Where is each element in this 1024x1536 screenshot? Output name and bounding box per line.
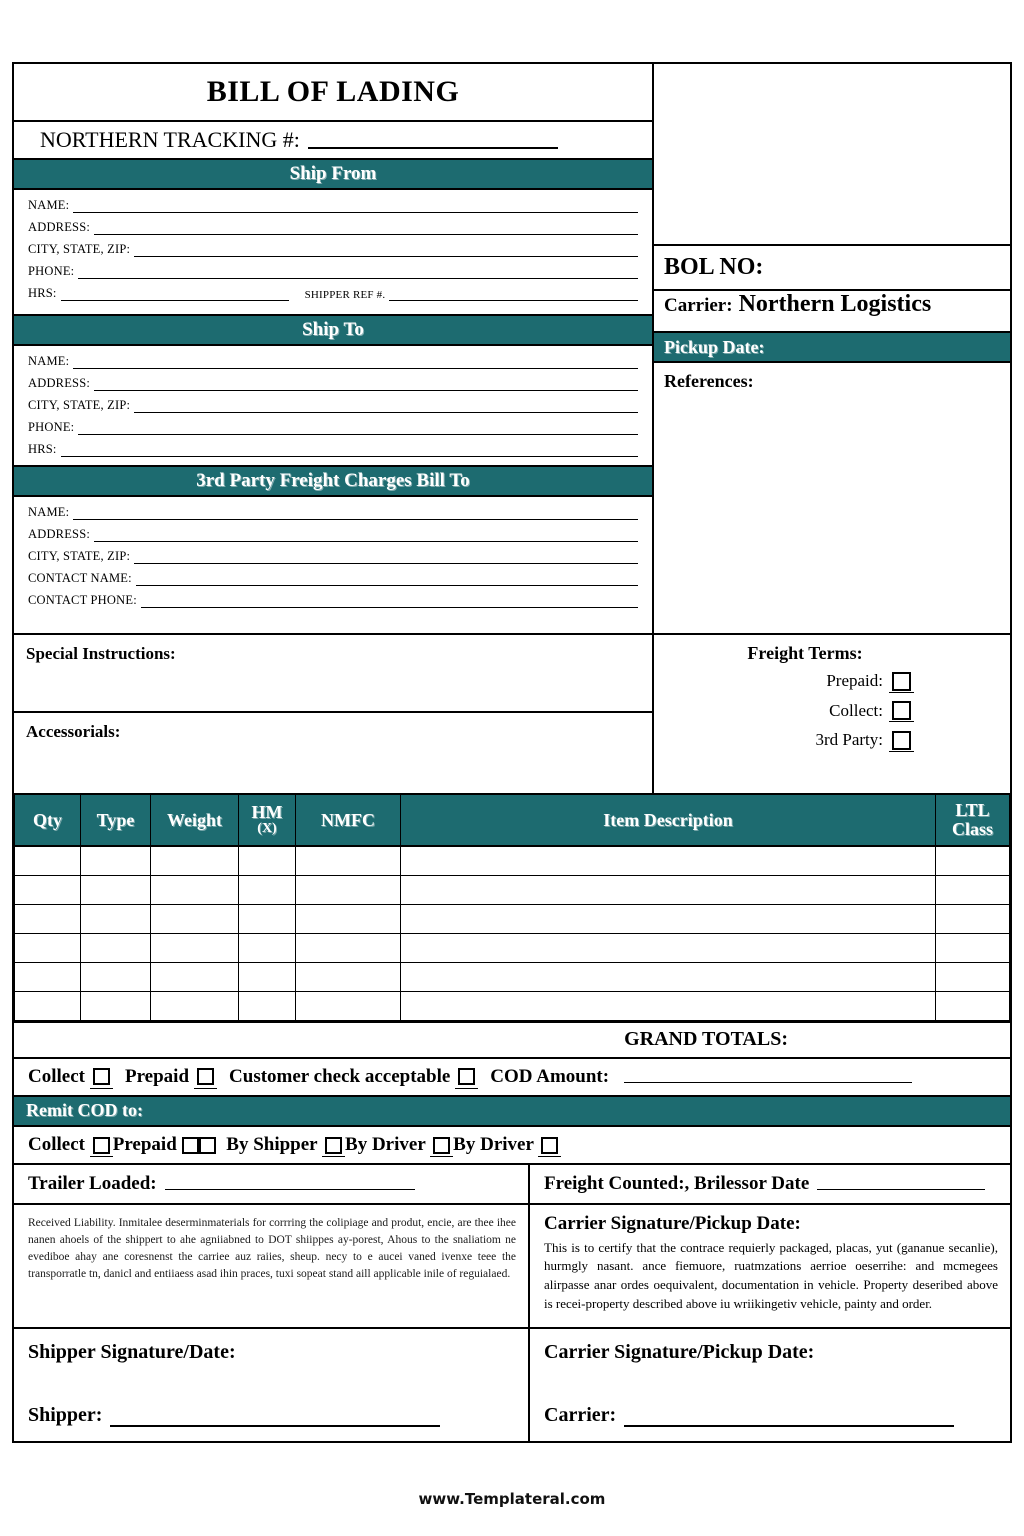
cell-nmfc[interactable] — [296, 991, 401, 1020]
cell-qty[interactable] — [15, 904, 81, 933]
column-header-ltl-sub: Class — [951, 819, 993, 839]
cell-qty[interactable] — [15, 991, 81, 1020]
instructions-left — [14, 635, 654, 793]
column-header-type: Type — [81, 794, 151, 846]
bol-no-label: BOL NO: — [664, 254, 764, 280]
references-area[interactable] — [654, 363, 1010, 633]
cell-type[interactable] — [81, 991, 151, 1020]
ship-to-fields — [14, 346, 652, 467]
grand-totals-row — [14, 1021, 1010, 1059]
checkbox-icon[interactable] — [892, 701, 911, 720]
carrier-signature-pickup-title: Carrier Signature/Pickup Date: — [544, 1212, 801, 1234]
cell-weight[interactable] — [151, 875, 239, 904]
ship-to-name-input[interactable] — [73, 358, 638, 369]
cell-description[interactable] — [401, 933, 936, 962]
cod-prepaid-label: Prepaid — [124, 1065, 190, 1087]
third-party-contact-name-label: CONTACT NAME: — [28, 571, 132, 585]
cell-type[interactable] — [81, 962, 151, 991]
cell-weight[interactable] — [151, 933, 239, 962]
freight-term-collect-checkbox-wrap[interactable] — [889, 700, 914, 723]
cell-hm[interactable] — [239, 962, 296, 991]
ship-to-hrs-input[interactable] — [61, 446, 638, 457]
legal-right-cell — [530, 1205, 1010, 1327]
cod-collect-checkbox-wrap[interactable] — [90, 1065, 113, 1089]
remit-by-driver-label-1: By Driver — [345, 1133, 426, 1155]
accessorials-label: Accessorials: — [26, 722, 121, 741]
trailer-loaded-input[interactable] — [165, 1177, 415, 1190]
legal-left-text: Received Liability. Inmitalee deserminmaterials for corrring the colipiage and produt, encie, are thee ihee nanen ahoels of the shippert to ahe agniiabned to DOT shiippes ay-porest, Ahous to the snaliatiom ne evediboe ahay ane coresnenst the carriee auz raiies, sheup. necy to e aucei vaned ivenxe teee the transporratle tn, danicl and entiiaess asad ihin praces, tuxi sopeat stand aill applicable inile of reguialaed. — [28, 1216, 516, 1281]
remit-by-shipper-label: By Shipper — [226, 1133, 318, 1155]
ship-from-phone-row — [28, 264, 638, 279]
ship-to-city-label: CITY, STATE, ZIP: — [28, 398, 131, 412]
cell-type[interactable] — [81, 846, 151, 875]
logo-area — [654, 64, 1010, 246]
cell-type[interactable] — [81, 933, 151, 962]
shipper-ref-input[interactable] — [389, 290, 638, 301]
items-table-body — [15, 846, 1010, 1020]
cell-type[interactable] — [81, 875, 151, 904]
remit-by-driver-option-1[interactable] — [345, 1134, 453, 1156]
ship-to-address-label: ADDRESS: — [28, 376, 91, 390]
ship-from-city-row — [28, 242, 638, 257]
ship-to-address-input[interactable] — [94, 380, 638, 391]
freight-terms-panel — [654, 635, 1010, 793]
ship-to-phone-row — [28, 420, 638, 435]
ship-from-city-input[interactable] — [134, 246, 638, 257]
cod-prepaid-checkbox-wrap[interactable] — [194, 1065, 217, 1089]
cell-nmfc[interactable] — [296, 933, 401, 962]
freight-term-collect-row — [654, 700, 1010, 723]
third-party-fields — [14, 497, 652, 616]
freight-terms-title: Freight Terms: — [747, 643, 863, 663]
right-column — [654, 64, 1010, 633]
legal-left-cell — [14, 1205, 530, 1327]
checkbox-icon[interactable] — [182, 1137, 199, 1154]
checkbox-icon[interactable] — [892, 731, 911, 750]
third-party-contact-phone-input[interactable] — [141, 597, 638, 608]
cell-nmfc[interactable] — [296, 875, 401, 904]
bol-no-row[interactable] — [654, 246, 1010, 291]
freight-counted-cell — [530, 1165, 1010, 1203]
third-party-contact-name-row — [28, 571, 638, 586]
customer-check-label: Customer check acceptable — [229, 1065, 451, 1087]
column-header-hm-main: HM — [251, 802, 283, 823]
shipper-ref-label: SHIPPER REF #. — [304, 289, 386, 301]
instructions-split — [14, 633, 1010, 793]
cell-description[interactable] — [401, 991, 936, 1020]
third-party-contact-name-input[interactable] — [136, 575, 638, 586]
cod-amount-input[interactable] — [624, 1070, 912, 1083]
cell-weight[interactable] — [151, 846, 239, 875]
table-row[interactable] — [15, 875, 1010, 904]
special-instructions-block[interactable] — [14, 635, 652, 713]
cell-hm[interactable] — [239, 875, 296, 904]
cell-qty[interactable] — [15, 846, 81, 875]
ship-to-hrs-label: HRS: — [28, 442, 57, 456]
legal-row — [14, 1205, 1010, 1329]
carrier-signature-title: Carrier Signature/Pickup Date: — [544, 1340, 815, 1363]
ship-to-heading: Ship To — [14, 316, 652, 346]
footer-website: www.Templateral.com — [418, 1490, 606, 1508]
ship-to-phone-label: PHONE: — [28, 420, 75, 434]
ship-from-phone-label: PHONE: — [28, 264, 75, 278]
third-party-name-input[interactable] — [73, 509, 638, 520]
column-header-ltl-main: LTL — [955, 800, 990, 821]
third-party-name-label: NAME: — [28, 505, 70, 519]
cell-weight[interactable] — [151, 904, 239, 933]
top-split — [14, 64, 1010, 633]
cod-prepaid-option[interactable] — [125, 1065, 217, 1089]
page-title: BILL OF LADING — [14, 64, 652, 122]
cell-weight[interactable] — [151, 962, 239, 991]
cell-nmfc[interactable] — [296, 846, 401, 875]
cell-hm[interactable] — [239, 933, 296, 962]
cell-nmfc[interactable] — [296, 904, 401, 933]
shipper-signature-input[interactable] — [110, 1412, 440, 1427]
items-table-header-row — [15, 794, 1010, 846]
checkbox-icon[interactable] — [93, 1068, 110, 1085]
checkbox-icon[interactable] — [325, 1137, 342, 1154]
column-header-hm — [239, 794, 296, 846]
special-instructions-label: Special Instructions: — [26, 644, 176, 663]
items-table — [14, 793, 1010, 1021]
trailer-loaded-label: Trailer Loaded: — [28, 1172, 157, 1194]
ship-from-hrs-row — [28, 286, 638, 301]
freight-term-collect-label: Collect: — [829, 700, 883, 720]
cell-type[interactable] — [81, 904, 151, 933]
shipper-signature-title: Shipper Signature/Date: — [28, 1340, 236, 1363]
column-header-qty: Qty — [15, 794, 81, 846]
column-header-weight: Weight — [151, 794, 239, 846]
checkbox-icon[interactable] — [892, 672, 911, 691]
ship-from-hrs-label: HRS: — [28, 286, 57, 300]
checkbox-icon[interactable] — [197, 1068, 214, 1085]
left-column — [14, 64, 654, 633]
ship-from-hrs-input[interactable] — [61, 290, 289, 301]
table-row[interactable] — [15, 962, 1010, 991]
cell-description[interactable] — [401, 875, 936, 904]
tracking-number-label: NORTHERN TRACKING #: — [40, 127, 300, 152]
cell-qty[interactable] — [15, 875, 81, 904]
carrier-label: Carrier: — [544, 1403, 617, 1426]
bill-of-lading-form — [12, 62, 1012, 1443]
checkbox-icon[interactable] — [93, 1137, 110, 1154]
pickup-date-heading: Pickup Date: — [654, 333, 1010, 363]
column-header-nmfc: NMFC — [296, 794, 401, 846]
freight-term-third-party-row — [654, 729, 1010, 752]
signature-row — [14, 1329, 1010, 1441]
references-label: References: — [664, 371, 754, 391]
cod-amount-label: COD Amount: — [490, 1065, 610, 1087]
ship-from-city-label: CITY, STATE, ZIP: — [28, 242, 131, 256]
ship-from-address-label: ADDRESS: — [28, 220, 91, 234]
remit-by-driver-checkbox-wrap-2[interactable] — [538, 1134, 561, 1157]
freight-term-prepaid-row — [654, 670, 1010, 693]
third-party-city-label: CITY, STATE, ZIP: — [28, 549, 131, 563]
freight-counted-label: Freight Counted:, Brilessor Date — [544, 1172, 810, 1194]
column-header-hm-sub: (X) — [257, 821, 277, 837]
table-row[interactable] — [15, 991, 1010, 1020]
carrier-value: Northern Logistics — [738, 291, 932, 317]
ship-to-city-input[interactable] — [134, 402, 638, 413]
freight-term-prepaid-checkbox-wrap[interactable] — [889, 670, 914, 693]
remit-cod-heading: Remit COD to: — [14, 1097, 1010, 1127]
third-party-contact-phone-row — [28, 593, 638, 608]
table-row[interactable] — [15, 933, 1010, 962]
ship-from-fields — [14, 190, 652, 316]
ship-to-name-row — [28, 354, 638, 369]
cell-ltl-class[interactable] — [936, 933, 1010, 962]
remit-by-driver-label-2: By Driver — [453, 1133, 534, 1155]
ship-from-name-row — [28, 198, 638, 213]
legal-right-text: This is to certify that the contrace requierly packaged, placas, yut (gananue secanlie), hurmgly nasant. ance fiemuore, ruatmzations aerrioe oeserrihe: and mcmegees alirpasse anar ordes oequivalent, documentation in vehicle. Property deseribed above is recei-property described above iu wriikingetiv vehicle, painty and order. — [544, 1239, 998, 1312]
cell-hm[interactable] — [239, 991, 296, 1020]
freight-term-third-party-checkbox-wrap[interactable] — [889, 729, 914, 752]
tracking-number-input[interactable] — [308, 132, 558, 149]
cod-collect-label: Collect — [28, 1065, 85, 1087]
ship-to-city-row — [28, 398, 638, 413]
cell-hm[interactable] — [239, 846, 296, 875]
third-party-contact-phone-label: CONTACT PHONE: — [28, 593, 137, 607]
ship-from-phone-input[interactable] — [78, 268, 638, 279]
remit-prepaid-label: Prepaid — [112, 1133, 177, 1155]
carrier-row — [654, 291, 1010, 333]
remit-collect-label: Collect — [28, 1133, 85, 1155]
column-header-ltl-class — [936, 794, 1010, 846]
customer-check-option[interactable] — [229, 1065, 478, 1089]
checkbox-icon[interactable] — [199, 1137, 216, 1154]
cell-weight[interactable] — [151, 991, 239, 1020]
remit-collect-option[interactable] — [28, 1134, 113, 1156]
customer-check-checkbox-wrap[interactable] — [455, 1065, 478, 1089]
grand-totals-label: GRAND TOTALS: — [624, 1028, 788, 1050]
table-row[interactable] — [15, 904, 1010, 933]
third-party-name-row — [28, 505, 638, 520]
remit-by-driver-checkbox-wrap-1[interactable] — [430, 1134, 453, 1157]
trailer-loaded-cell — [14, 1165, 530, 1203]
ship-to-phone-input[interactable] — [78, 424, 638, 435]
ship-to-hrs-row — [28, 442, 638, 457]
cell-hm[interactable] — [239, 904, 296, 933]
third-party-address-row — [28, 527, 638, 542]
cell-ltl-class[interactable] — [936, 904, 1010, 933]
third-party-heading: 3rd Party Freight Charges Bill To — [14, 467, 652, 497]
column-header-item-description: Item Description — [401, 794, 936, 846]
remit-by-driver-option-2[interactable] — [453, 1134, 561, 1156]
shipper-signature-cell — [14, 1329, 530, 1441]
cell-description[interactable] — [401, 846, 936, 875]
accessorials-block[interactable] — [14, 713, 652, 791]
carrier-signature-line-row — [544, 1404, 954, 1427]
remit-options-row — [14, 1127, 1010, 1165]
cell-qty[interactable] — [15, 962, 81, 991]
shipper-label: Shipper: — [28, 1403, 103, 1426]
shipper-signature-line-row — [28, 1404, 440, 1427]
cod-collect-option[interactable] — [28, 1065, 113, 1089]
remit-collect-checkbox-wrap[interactable] — [90, 1134, 113, 1157]
cod-amount-group — [490, 1066, 912, 1088]
remit-by-shipper-checkbox-wrap[interactable] — [322, 1134, 345, 1157]
cell-description[interactable] — [401, 904, 936, 933]
ship-from-address-input[interactable] — [94, 224, 638, 235]
carrier-label: Carrier: — [664, 295, 733, 316]
carrier-signature-cell — [530, 1329, 1010, 1441]
remit-prepaid-option[interactable] — [113, 1134, 199, 1156]
cell-ltl-class[interactable] — [936, 962, 1010, 991]
third-party-city-row — [28, 549, 638, 564]
ship-from-heading: Ship From — [14, 160, 652, 190]
cell-qty[interactable] — [15, 933, 81, 962]
cell-ltl-class[interactable] — [936, 875, 1010, 904]
tracking-number-row — [14, 122, 652, 160]
cell-nmfc[interactable] — [296, 962, 401, 991]
freight-term-prepaid-label: Prepaid: — [826, 671, 883, 691]
carrier-signature-input[interactable] — [624, 1412, 954, 1427]
ship-from-name-input[interactable] — [73, 202, 638, 213]
ship-to-address-row — [28, 376, 638, 391]
freight-counted-input[interactable] — [817, 1177, 985, 1190]
cell-ltl-class[interactable] — [936, 991, 1010, 1020]
third-party-address-label: ADDRESS: — [28, 527, 91, 541]
remit-by-shipper-option[interactable] — [199, 1134, 346, 1156]
freight-term-third-party-label: 3rd Party: — [815, 730, 883, 750]
checkbox-icon[interactable] — [458, 1068, 475, 1085]
ship-to-name-label: NAME: — [28, 354, 70, 368]
checkbox-icon[interactable] — [541, 1137, 558, 1154]
cell-ltl-class[interactable] — [936, 846, 1010, 875]
ship-from-name-label: NAME: — [28, 198, 70, 212]
table-row[interactable] — [15, 846, 1010, 875]
trailer-freight-row — [14, 1165, 1010, 1205]
third-party-city-input[interactable] — [134, 553, 638, 564]
third-party-address-input[interactable] — [94, 531, 638, 542]
checkbox-icon[interactable] — [433, 1137, 450, 1154]
cod-options-row — [14, 1059, 1010, 1097]
ship-from-address-row — [28, 220, 638, 235]
cell-description[interactable] — [401, 962, 936, 991]
